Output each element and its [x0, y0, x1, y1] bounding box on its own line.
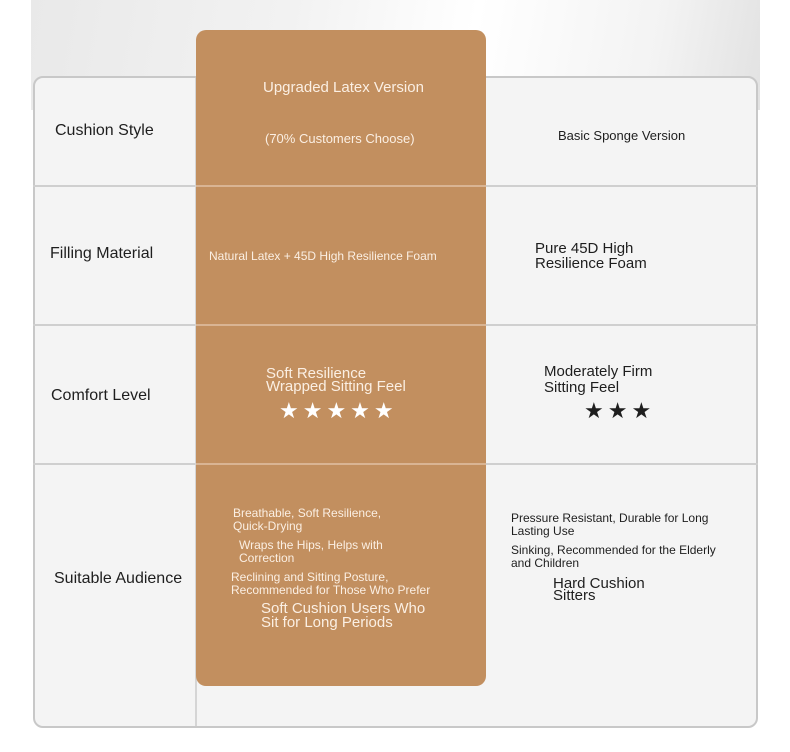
- highlight-row-divider: [196, 324, 486, 326]
- sponge-audience-line-4: and Children: [511, 556, 580, 570]
- latex-comfort-stars: ★★★★★: [279, 398, 398, 423]
- sponge-filling-line-2: Resilience Foam: [535, 255, 647, 272]
- latex-audience-line-7: Soft Cushion Users Who: [261, 600, 426, 617]
- row-label-cushion-style: Cushion Style: [55, 122, 154, 139]
- sponge-comfort-line-2: Sitting Feel: [544, 379, 620, 396]
- latex-version-subtitle: (70% Customers Choose): [265, 131, 415, 146]
- row-label-comfort-level: Comfort Level: [51, 387, 151, 404]
- latex-audience-line-1: Breathable, Soft Resilience,: [233, 506, 382, 520]
- latex-version-title: Upgraded Latex Version: [263, 79, 424, 96]
- latex-comfort-line-1: Soft Resilience: [266, 365, 367, 382]
- sponge-comfort-stars: ★★★: [584, 398, 656, 423]
- latex-audience-line-4: Correction: [239, 551, 295, 565]
- latex-audience-line-3: Wraps the Hips, Helps with: [239, 538, 383, 552]
- sponge-audience-line-1: Pressure Resistant, Durable for Long: [511, 511, 709, 525]
- sponge-filling-line-1: Pure 45D High: [535, 240, 634, 257]
- latex-audience-line-8: Sit for Long Periods: [261, 614, 393, 631]
- highlight-row-divider: [196, 185, 486, 187]
- latex-filling-text: Natural Latex + 45D High Resilience Foam: [209, 249, 437, 263]
- sponge-comfort-line-1: Moderately Firm: [544, 363, 653, 380]
- row-label-filling-material: Filling Material: [50, 245, 154, 262]
- sponge-audience-line-2: Lasting Use: [511, 524, 575, 538]
- sponge-audience-line-6: Sitters: [553, 587, 596, 604]
- row-label-suitable-audience: Suitable Audience: [54, 570, 183, 587]
- latex-audience-line-6: Recommended for Those Who Prefer: [231, 583, 431, 597]
- sponge-version-title: Basic Sponge Version: [558, 128, 686, 143]
- sponge-audience-line-3: Sinking, Recommended for the Elderly: [511, 543, 716, 557]
- latex-comfort-line-2: Wrapped Sitting Feel: [266, 378, 406, 395]
- highlight-row-divider: [196, 463, 486, 465]
- latex-audience-line-2: Quick-Drying: [233, 519, 303, 533]
- sponge-audience-line-5: Hard Cushion: [553, 575, 645, 592]
- latex-audience-line-5: Reclining and Sitting Posture,: [231, 570, 389, 584]
